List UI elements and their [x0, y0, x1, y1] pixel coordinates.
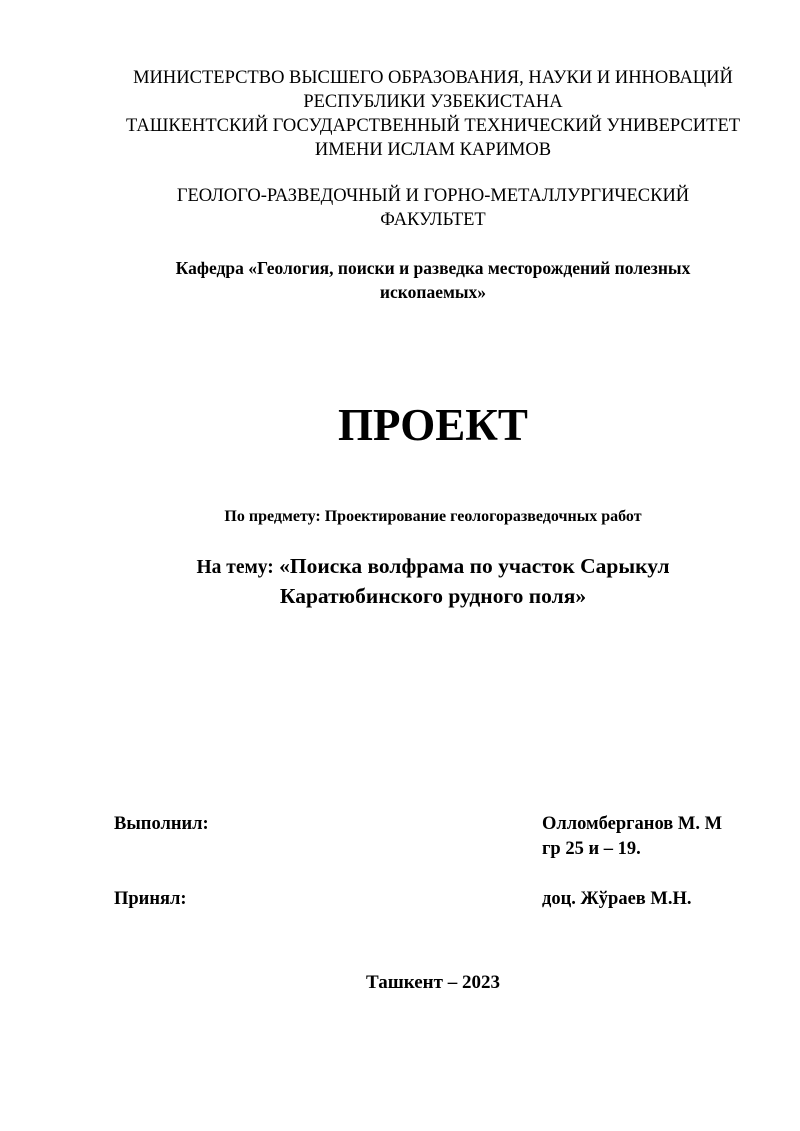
faculty-line: ГЕОЛОГО-РАЗВЕДОЧНЫЙ И ГОРНО-МЕТАЛЛУРГИЧЕСКИЙ	[176, 186, 690, 206]
university-line: ТАШКЕНТСКИЙ ГОСУДАРСТВЕННЫЙ ТЕХНИЧЕСКИЙ УНИВЕРСИТЕТ	[125, 116, 741, 136]
ministry-header	[0, 66, 800, 162]
department-header	[0, 256, 800, 304]
ministry-line: МИНИСТЕРСТВО ВЫСШЕГО ОБРАЗОВАНИЯ, НАУКИ И ИННОВАЦИЙ	[133, 68, 733, 88]
accepted-by-name: доц. Жўраев М.Н.	[542, 889, 692, 909]
ministry-line: РЕСПУБЛИКИ УЗБЕКИСТАНА	[303, 92, 563, 112]
faculty-line: ФАКУЛЬТЕТ	[380, 210, 486, 230]
faculty-header	[0, 184, 800, 232]
topic-title-part-2: Каратюбинского рудного поля»	[279, 584, 587, 608]
performed-by-name: Олломберганов М. М	[542, 814, 723, 834]
accepted-by-label: Принял:	[114, 889, 187, 909]
topic-line-1	[0, 552, 800, 582]
document-title: ПРОЕКТ	[338, 400, 528, 450]
topic-title-part-1: «Поиска волфрама по участок Сарыкул	[279, 554, 670, 578]
topic-block	[0, 552, 800, 610]
city-year: Ташкент – 2023	[366, 972, 500, 993]
topic-prefix: На тему:	[196, 557, 274, 578]
university-line: ИМЕНИ ИСЛАМ КАРИМОВ	[314, 140, 552, 160]
subject-line: По предмету: Проектирование геологоразведочных работ	[224, 508, 642, 525]
performed-by-label: Выполнил:	[114, 814, 209, 834]
department-name: Кафедра «Геология, поиски и разведка месторождений полезных ископаемых»	[175, 258, 691, 302]
performed-by-group: гр 25 и – 19.	[542, 839, 641, 859]
